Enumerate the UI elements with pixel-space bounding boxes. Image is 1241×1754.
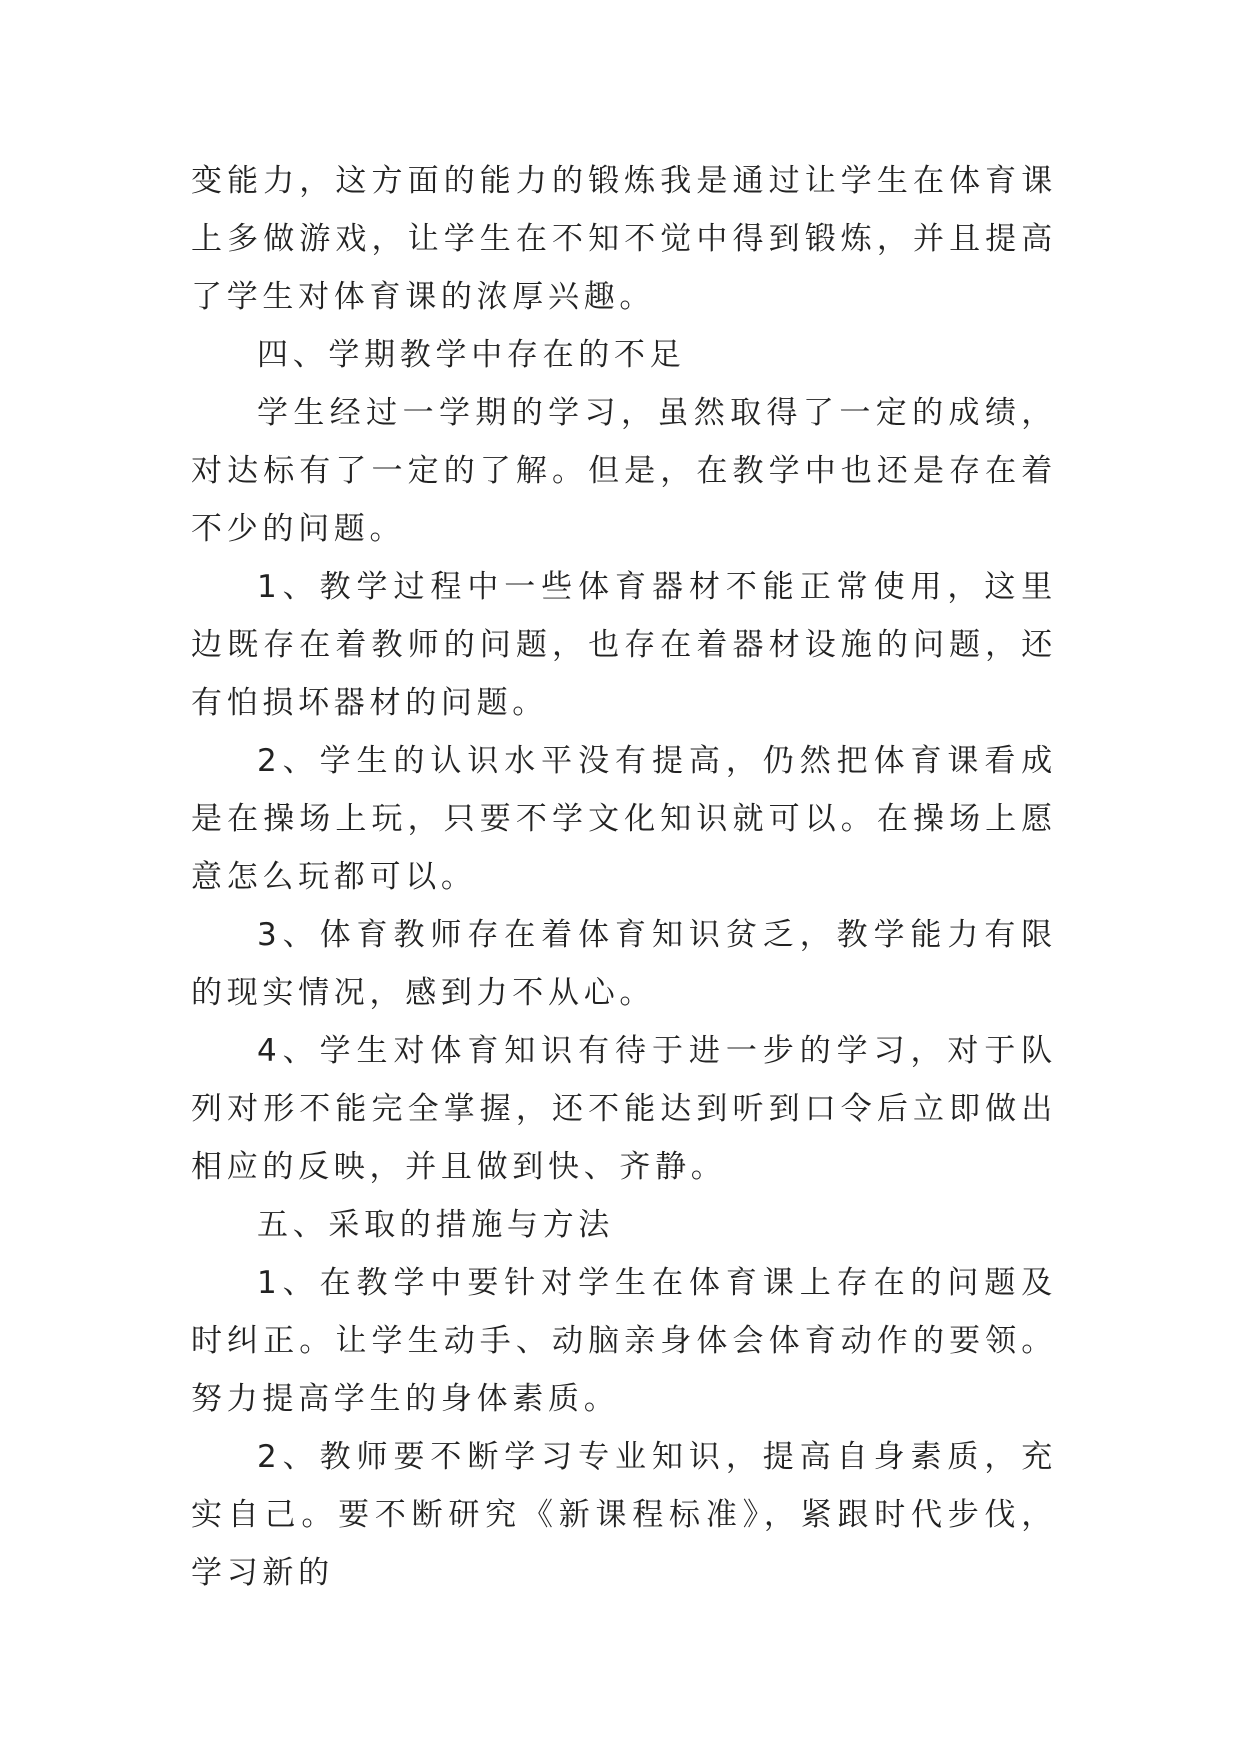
measure-item-2: 2、教师要不断学习专业知识，提高自身素质，充实自己。要不断研究《新课程标准》，紧跟时代步伐，学习新的 [191, 1439, 1057, 1591]
measure-item-1: 1、在教学中要针对学生在体育课上存在的问题及时纠正。让学生动手、动脑亲身体会体育动作的要领。努力提高学生的身体素质。 [191, 1265, 1057, 1417]
section-heading-four: 四、学期教学中存在的不足 [257, 337, 686, 373]
section-heading-five: 五、采取的措施与方法 [257, 1207, 614, 1243]
paragraph-intro: 学生经过一学期的学习，虽然取得了一定的成绩，对达标有了一定的了解。但是，在教学中也还是存在着不少的问题。 [191, 395, 1057, 547]
list-item-3: 3、体育教师存在着体育知识贫乏，教学能力有限的现实情况，感到力不从心。 [191, 917, 1057, 1011]
list-item-2: 2、学生的认识水平没有提高，仍然把体育课看成是在操场上玩，只要不学文化知识就可以。在操场上愿意怎么玩都可以。 [191, 743, 1057, 895]
list-item-1: 1、教学过程中一些体育器材不能正常使用，这里边既存在着教师的问题，也存在着器材设施的问题，还有怕损坏器材的问题。 [191, 569, 1057, 721]
list-item-4: 4、学生对体育知识有待于进一步的学习，对于队列对形不能完全掌握，还不能达到听到口令后立即做出相应的反映，并且做到快、齐静。 [191, 1033, 1057, 1185]
document-body [191, 152, 1057, 1602]
paragraph-continuation: 变能力，这方面的能力的锻炼我是通过让学生在体育课上多做游戏，让学生在不知不觉中得到锻炼，并且提高了学生对体育课的浓厚兴趣。 [191, 163, 1057, 315]
